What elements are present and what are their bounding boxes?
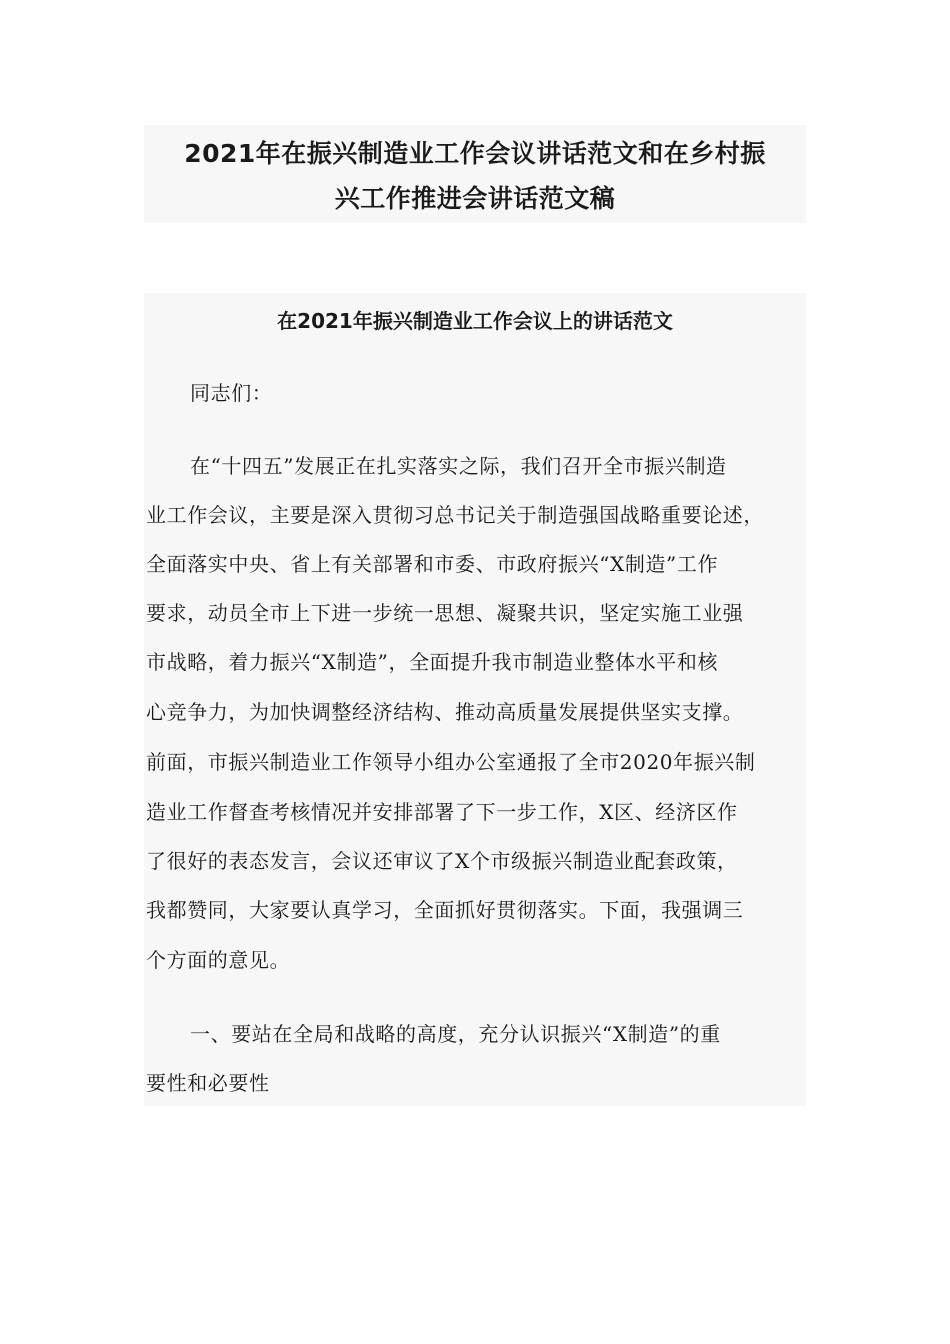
document-title-line-2: 兴工作推进会讲话范文稿 [334, 184, 616, 213]
paragraph-line: 了很好的表态发言，会议还审议了X个市级振兴制造业配套政策， [146, 849, 738, 873]
paragraph-line: 要求，动员全市上下进一步统一思想、凝聚共识，坚定实施工业强 [146, 601, 744, 625]
paragraph-line: 前面，市振兴制造业工作领导小组办公室通报了全市2020年振兴制 [146, 750, 756, 774]
section-heading-line: 一、要站在全局和战略的高度，充分认识振兴“X制造”的重 [190, 1022, 721, 1046]
paragraph-line: 业工作会议，主要是深入贯彻习总书记关于制造强国战略重要论述， [146, 503, 764, 527]
paragraph-line: 我都赞同，大家要认真学习，全面抓好贯彻落实。下面，我强调三 [146, 898, 744, 922]
paragraph-line: 心竞争力，为加快调整经济结构、推动高质量发展提供坚实支撑。 [146, 700, 744, 724]
document-title-line-1: 2021年在振兴制造业工作会议讲话范文和在乡村振 [184, 139, 766, 168]
greeting: 同志们： [190, 381, 273, 405]
paragraph-line: 在“十四五”发展正在扎实落实之际，我们召开全市振兴制造 [190, 454, 727, 478]
document-title-block [144, 125, 806, 223]
document-body [144, 293, 806, 1106]
paragraph-line: 市战略，着力振兴“X制造”，全面提升我市制造业整体水平和核 [146, 650, 719, 674]
paragraph-line: 全面落实中央、省上有关部署和市委、市政府振兴“X制造”工作 [146, 552, 719, 576]
paragraph-line: 造业工作督查考核情况并安排部署了下一步工作，X区、经济区作 [146, 800, 738, 824]
paragraph-line: 个方面的意见。 [146, 948, 291, 972]
speech-subtitle: 在2021年振兴制造业工作会议上的讲话范文 [277, 309, 673, 333]
section-heading-line: 要性和必要性 [146, 1071, 270, 1095]
